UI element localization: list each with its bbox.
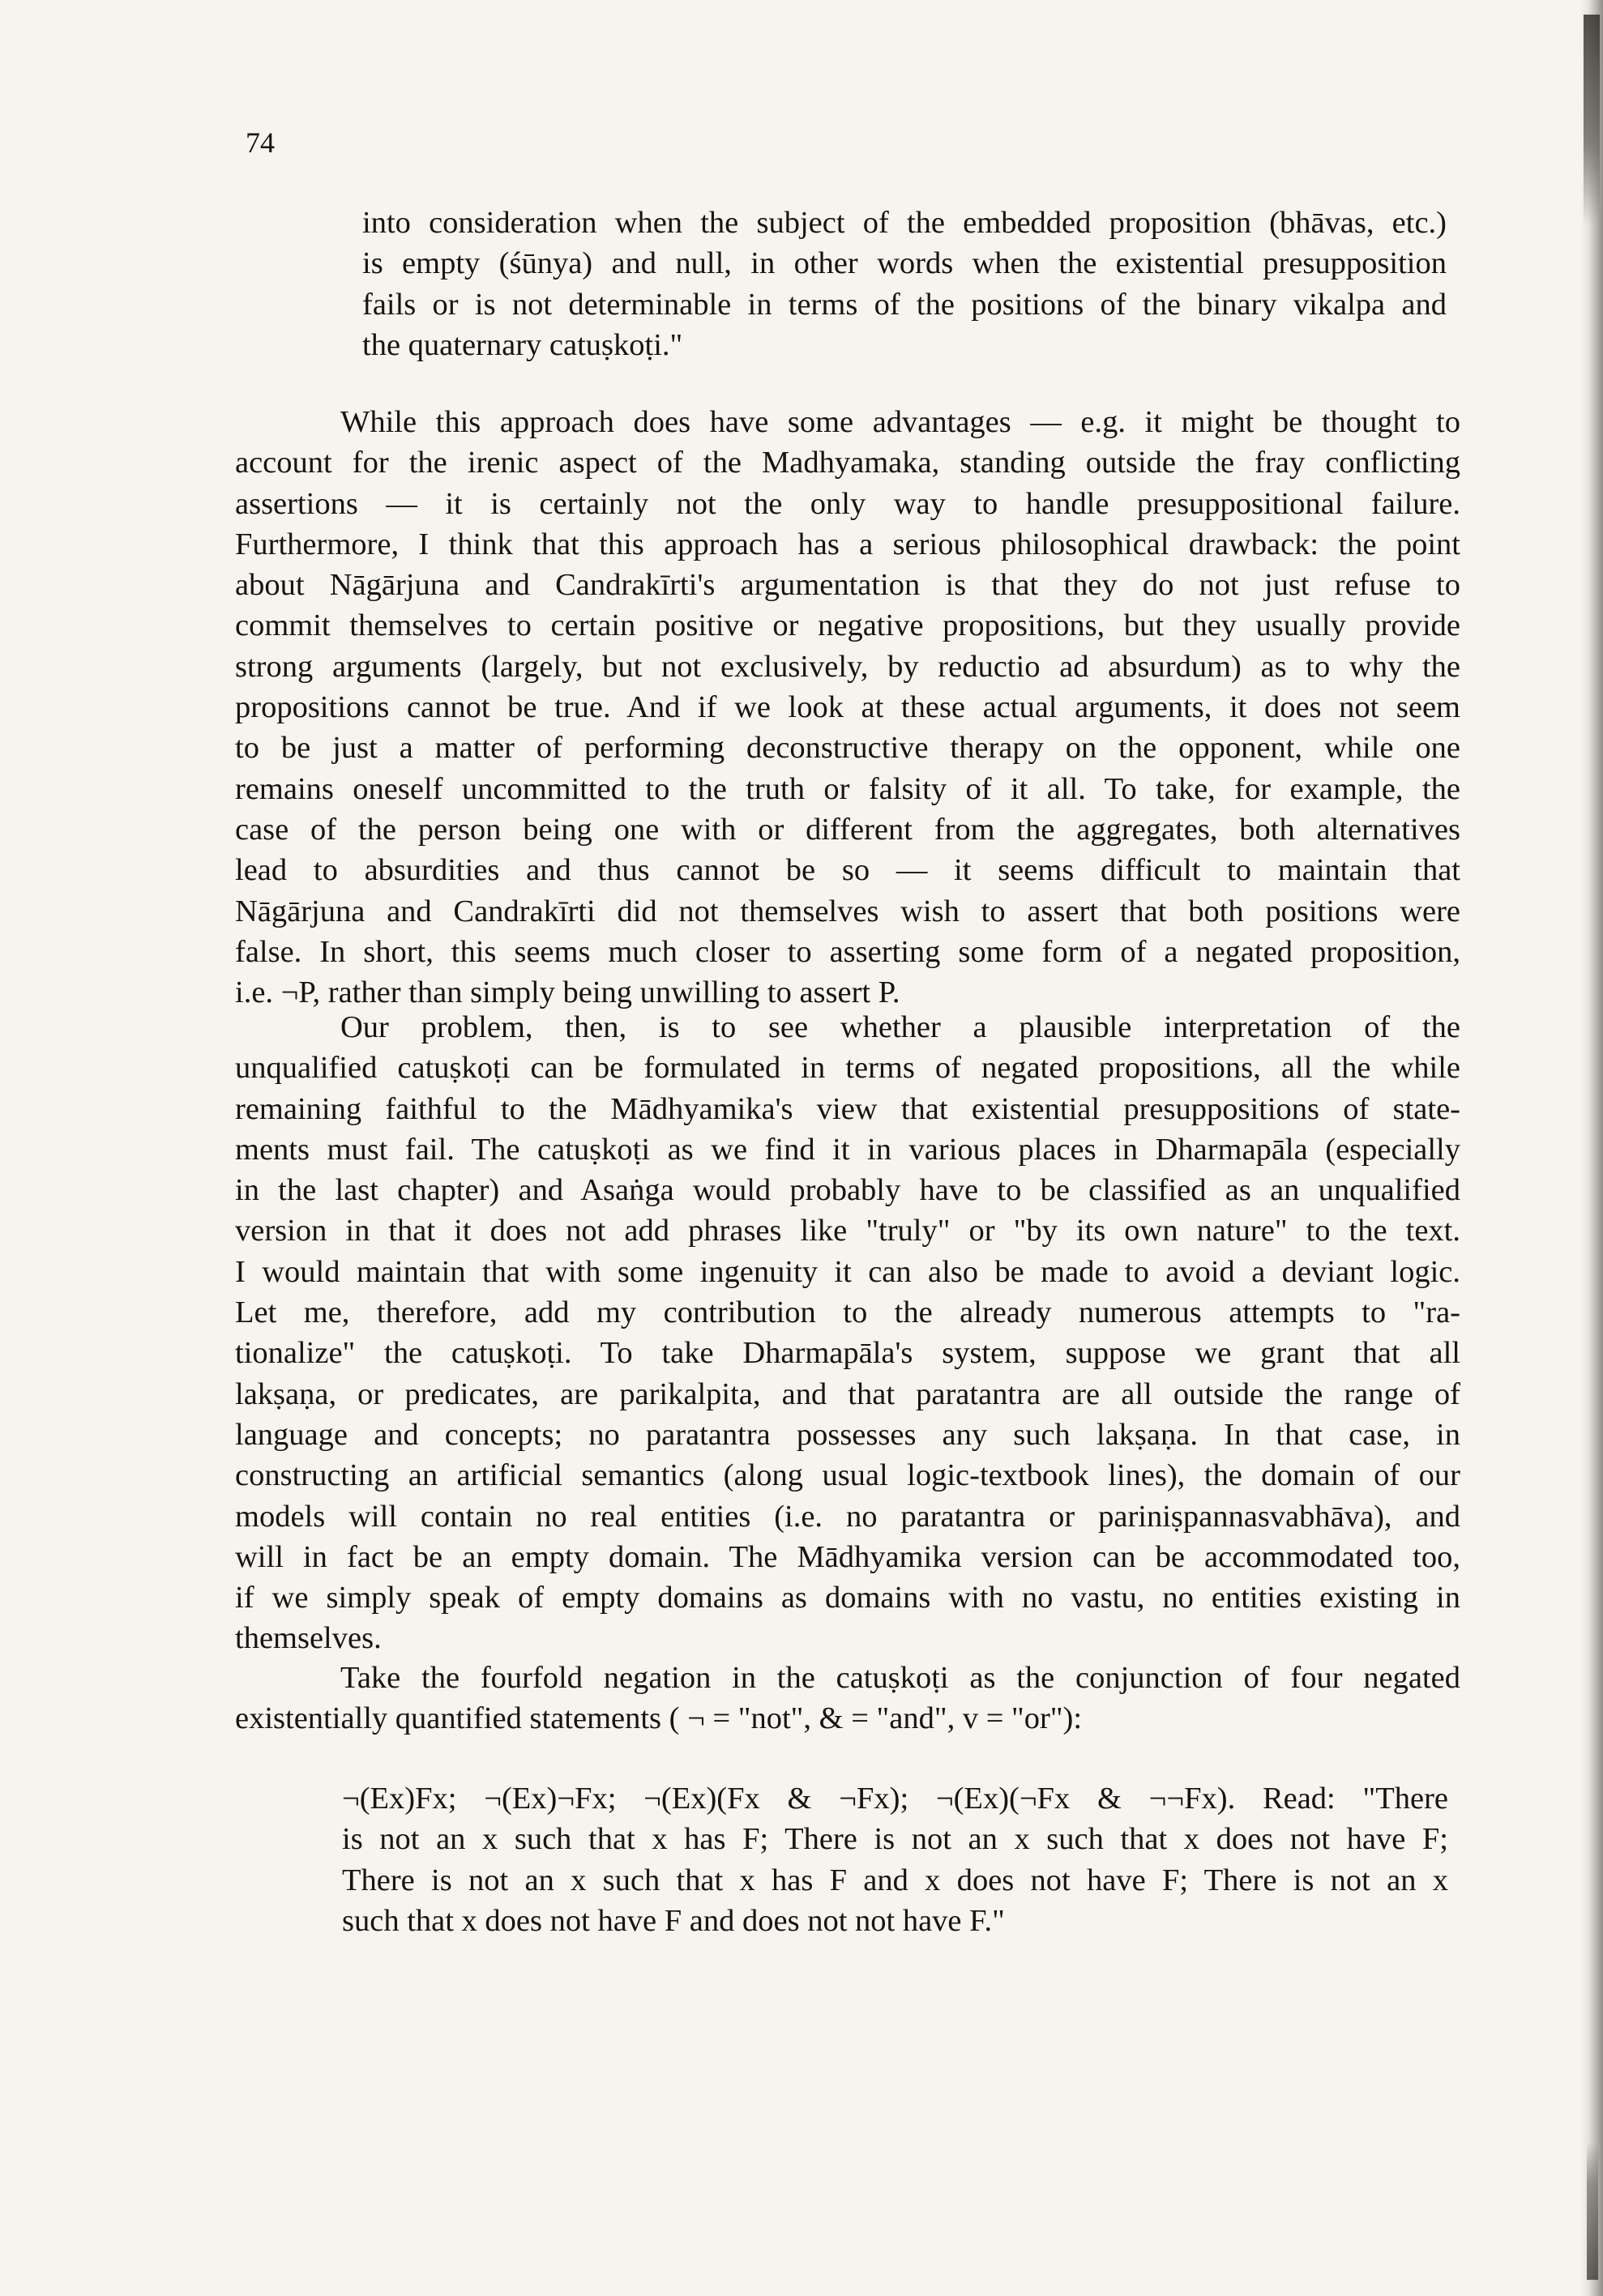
paragraph-our-problem [235, 1007, 1460, 1659]
paragraph-line: unqualified catuṣkoṭi can be formulated in terms of negated propositions, all the while [235, 1051, 1460, 1086]
page-number: 74 [246, 126, 275, 159]
paragraph-line: constructing an artificial semantics (along usual logic-textbook lines), the domain of our [235, 1458, 1460, 1493]
formula-line: ¬(Ex)Fx; ¬(Ex)¬Fx; ¬(Ex)(Fx & ¬Fx); ¬(Ex)(¬Fx & ¬¬Fx). Read: "There [342, 1782, 1448, 1816]
paragraph-line: version in that it does not add phrases like "truly" or "by its own nature" to the text. [235, 1214, 1460, 1248]
formula-line: There is not an x such that x has F and x does not have F; There is not an x [342, 1863, 1448, 1897]
paragraph-line: case of the person being one with or different from the aggregates, both alternatives [235, 812, 1460, 847]
block-quote-line: is empty (śūnya) and null, in other words when the existential presupposition [362, 246, 1447, 281]
block-quote [362, 203, 1447, 365]
paragraph-line: about Nāgārjuna and Candrakīrti's argumentation is that they do not just refuse to [235, 568, 1460, 603]
formula-line: is not an x such that x has F; There is not an x such that x does not have F; [342, 1822, 1448, 1857]
paragraph-line: false. In short, this seems much closer to asserting some form of a negated proposition, [235, 934, 1460, 969]
paragraph-line: will in fact be an empty domain. The Mādhyamika version can be accommodated too, [235, 1539, 1460, 1574]
paragraph-line: tionalize" the catuṣkoṭi. To take Dharmapāla's system, suppose we grant that all [235, 1336, 1460, 1371]
paragraph-approach-drawback [235, 402, 1460, 1013]
paragraph-line: strong arguments (largely, but not exclusively, by reductio ad absurdum) as to why the [235, 649, 1460, 684]
paragraph-line: Let me, therefore, add my contribution to the already numerous attempts to "ra- [235, 1295, 1460, 1330]
paragraph-line: existentially quantified statements ( ¬ = "not", & = "and", v = "or"): [235, 1701, 1083, 1736]
paragraph-line: themselves. [235, 1621, 382, 1656]
paragraph-line: commit themselves to certain positive or negative propositions, but they usually provide [235, 608, 1460, 643]
paragraph-line: lead to absurdities and thus cannot be so — it seems difficult to maintain that [235, 853, 1460, 888]
scan-edge-shadow [1580, 0, 1603, 2296]
paragraph-line: Take the fourfold negation in the catuṣkoṭi as the conjunction of four negated [340, 1661, 1460, 1695]
paragraph-fourfold-negation [235, 1658, 1460, 1739]
paragraph-line: ments must fail. The catuṣkoṭi as we find it in various places in Dharmapāla (especially [235, 1132, 1460, 1167]
paragraph-line: if we simply speak of empty domains as domains with no vastu, no entities existing in [235, 1581, 1460, 1615]
block-quote-line: into consideration when the subject of the embedded proposition (bhāvas, etc.) [362, 206, 1447, 240]
paragraph-line: remains oneself uncommitted to the truth or falsity of it all. To take, for example, the [235, 771, 1460, 806]
scan-edge-mark-top [1584, 15, 1600, 225]
block-quote-line: the quaternary catuṣkoṭi." [362, 327, 683, 362]
paragraph-line: i.e. ¬P, rather than simply being unwilling to assert P. [235, 975, 900, 1010]
paragraph-line: language and concepts; no paratantra possesses any such lakṣaṇa. In that case, in [235, 1417, 1460, 1452]
paragraph-line: in the last chapter) and Asaṅga would probably have to be classified as an unqualified [235, 1173, 1460, 1208]
paragraph-line: I would maintain that with some ingenuity it can also be made to avoid a deviant logic. [235, 1254, 1460, 1289]
paragraph-line: Our problem, then, is to see whether a plausible interpretation of the [340, 1010, 1460, 1044]
paragraph-line: lakṣaṇa, or predicates, are parikalpita, and that paratantra are all outside the range of [235, 1376, 1460, 1411]
formula-block [342, 1778, 1448, 1941]
paragraph-line: account for the irenic aspect of the Madhyamaka, standing outside the fray conflicting [235, 446, 1460, 480]
paragraph-line: Nāgārjuna and Candrakīrti did not themselves wish to assert that both positions were [235, 894, 1460, 928]
paragraph-line: assertions — it is certainly not the only way to handle presuppositional failure. [235, 486, 1460, 521]
paragraph-line: Furthermore, I think that this approach has a serious philosophical drawback: the point [235, 527, 1460, 561]
paragraph-line: propositions cannot be true. And if we look at these actual arguments, it does not seem [235, 690, 1460, 725]
paragraph-line: remaining faithful to the Mādhyamika's view that existential presuppositions of state- [235, 1091, 1460, 1126]
block-quote-line: fails or is not determinable in terms of the positions of the binary vikalpa and [362, 287, 1447, 322]
paragraph-line: models will contain no real entities (i.e. no paratantra or pariniṣpannasvabhāva), and [235, 1499, 1460, 1534]
scan-edge-mark-bottom [1587, 2142, 1598, 2280]
formula-line: such that x does not have F and does not not have F." [342, 1903, 1005, 1938]
paragraph-line: to be just a matter of performing deconstructive therapy on the opponent, while one [235, 731, 1460, 766]
paragraph-line: While this approach does have some advantages — e.g. it might be thought to [340, 405, 1460, 439]
